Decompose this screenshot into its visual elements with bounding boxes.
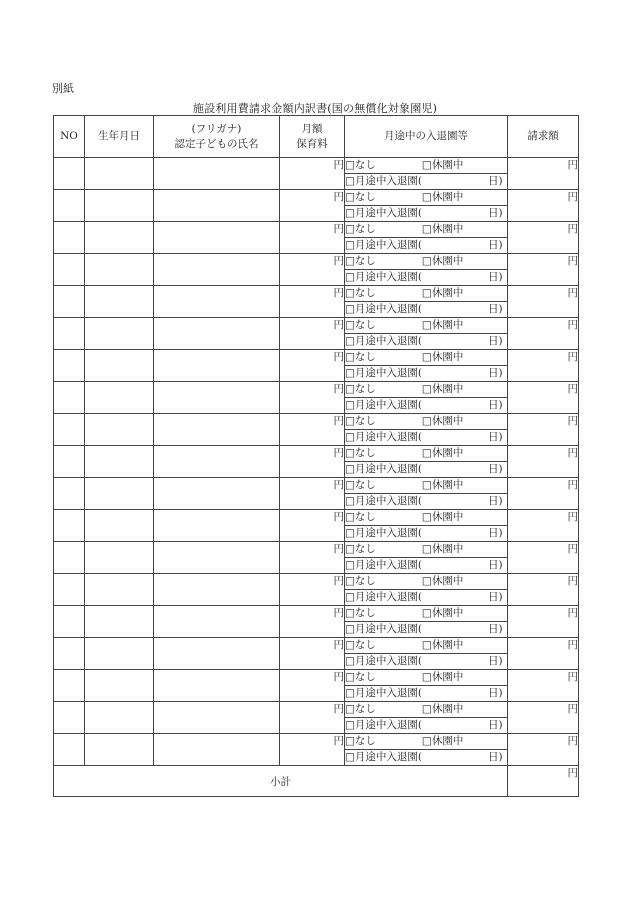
status-line-2 bbox=[345, 174, 508, 190]
monthly-fee-cell[interactable]: 円 bbox=[280, 158, 345, 190]
none-checkbox[interactable]: □なし bbox=[345, 319, 376, 331]
status-line-2 bbox=[345, 398, 508, 414]
leave-checkbox[interactable]: □休園中 bbox=[421, 671, 464, 683]
status-line-1 bbox=[345, 478, 508, 494]
no-cell[interactable] bbox=[54, 606, 85, 638]
none-checkbox[interactable]: □なし bbox=[345, 543, 376, 555]
header-monthly: 月額 bbox=[301, 122, 323, 135]
midmonth-checkbox[interactable]: □月途中入退園( bbox=[345, 175, 423, 187]
birth-date-cell[interactable] bbox=[85, 542, 154, 574]
status-line-2 bbox=[345, 238, 508, 254]
status-line-2 bbox=[345, 366, 508, 382]
no-cell[interactable] bbox=[54, 574, 85, 606]
billed-amount-cell[interactable]: 円 bbox=[508, 702, 579, 734]
status-line-1 bbox=[345, 318, 508, 334]
monthly-fee-cell[interactable]: 円 bbox=[280, 670, 345, 702]
monthly-fee-cell[interactable]: 円 bbox=[280, 542, 345, 574]
billed-amount-cell[interactable]: 円 bbox=[508, 638, 579, 670]
child-name-cell[interactable] bbox=[154, 350, 280, 382]
table-row bbox=[54, 414, 579, 430]
no-cell[interactable] bbox=[54, 670, 85, 702]
status-line-2 bbox=[345, 622, 508, 638]
no-cell[interactable] bbox=[54, 702, 85, 734]
none-checkbox[interactable]: □なし bbox=[345, 351, 376, 363]
leave-checkbox[interactable]: □休園中 bbox=[421, 287, 464, 299]
child-name-cell[interactable] bbox=[154, 478, 280, 510]
table-row bbox=[54, 478, 579, 494]
billed-amount-cell[interactable]: 円 bbox=[508, 286, 579, 318]
leave-checkbox[interactable]: □休園中 bbox=[421, 191, 464, 203]
status-line-2 bbox=[345, 206, 508, 222]
status-line-1 bbox=[345, 350, 508, 366]
day-suffix: 日) bbox=[488, 623, 503, 635]
header-billed-amount: 請求額 bbox=[508, 116, 579, 158]
leave-checkbox[interactable]: □休園中 bbox=[421, 543, 464, 555]
attachment-label: 別紙 bbox=[52, 82, 74, 95]
child-name-cell[interactable] bbox=[154, 670, 280, 702]
birth-date-cell[interactable] bbox=[85, 382, 154, 414]
child-name-cell[interactable] bbox=[154, 382, 280, 414]
birth-date-cell[interactable] bbox=[85, 638, 154, 670]
subtotal-label: 小計 bbox=[54, 766, 508, 797]
midmonth-checkbox[interactable]: □月途中入退園( bbox=[345, 335, 423, 347]
billed-amount-cell[interactable]: 円 bbox=[508, 350, 579, 382]
child-name-cell[interactable] bbox=[154, 702, 280, 734]
status-line-1 bbox=[345, 190, 508, 206]
subtotal-amount-cell[interactable]: 円 bbox=[508, 766, 579, 797]
no-cell[interactable] bbox=[54, 254, 85, 286]
midmonth-checkbox[interactable]: □月途中入退園( bbox=[345, 239, 423, 251]
child-name-cell[interactable] bbox=[154, 254, 280, 286]
monthly-fee-cell[interactable]: 円 bbox=[280, 318, 345, 350]
day-suffix: 日) bbox=[488, 207, 503, 219]
child-name-cell[interactable] bbox=[154, 190, 280, 222]
table-row bbox=[54, 254, 579, 270]
midmonth-checkbox[interactable]: □月途中入退園( bbox=[345, 207, 423, 219]
leave-checkbox[interactable]: □休園中 bbox=[421, 223, 464, 235]
birth-date-cell[interactable] bbox=[85, 222, 154, 254]
status-line-1 bbox=[345, 414, 508, 430]
table-row bbox=[54, 286, 579, 302]
status-line-1 bbox=[345, 574, 508, 590]
none-checkbox[interactable]: □なし bbox=[345, 479, 376, 491]
billed-amount-cell[interactable]: 円 bbox=[508, 190, 579, 222]
midmonth-checkbox[interactable]: □月途中入退園( bbox=[345, 271, 423, 283]
midmonth-checkbox[interactable]: □月途中入退園( bbox=[345, 495, 423, 507]
leave-checkbox[interactable]: □休園中 bbox=[421, 159, 464, 171]
status-line-1 bbox=[345, 638, 508, 654]
no-cell[interactable] bbox=[54, 158, 85, 190]
leave-checkbox[interactable]: □休園中 bbox=[421, 575, 464, 587]
table-row bbox=[54, 574, 579, 590]
table-row bbox=[54, 190, 579, 206]
child-name-cell[interactable] bbox=[154, 574, 280, 606]
day-suffix: 日) bbox=[488, 719, 503, 731]
none-checkbox[interactable]: □なし bbox=[345, 383, 376, 395]
day-suffix: 日) bbox=[488, 367, 503, 379]
no-cell[interactable] bbox=[54, 222, 85, 254]
child-name-cell[interactable] bbox=[154, 446, 280, 478]
table-row bbox=[54, 734, 579, 750]
midmonth-checkbox[interactable]: □月途中入退園( bbox=[345, 431, 423, 443]
day-suffix: 日) bbox=[488, 463, 503, 475]
monthly-fee-cell[interactable]: 円 bbox=[280, 350, 345, 382]
none-checkbox[interactable]: □なし bbox=[345, 607, 376, 619]
none-checkbox[interactable]: □なし bbox=[345, 159, 376, 171]
child-name-cell[interactable] bbox=[154, 286, 280, 318]
day-suffix: 日) bbox=[488, 687, 503, 699]
no-cell[interactable] bbox=[54, 350, 85, 382]
table-row bbox=[54, 446, 579, 462]
billed-amount-cell[interactable]: 円 bbox=[508, 318, 579, 350]
none-checkbox[interactable]: □なし bbox=[345, 575, 376, 587]
child-name-cell[interactable] bbox=[154, 734, 280, 766]
header-certified-child-name: 認定子どもの氏名 bbox=[174, 137, 259, 150]
midmonth-checkbox[interactable]: □月途中入退園( bbox=[345, 719, 423, 731]
status-line-2 bbox=[345, 558, 508, 574]
monthly-fee-cell[interactable]: 円 bbox=[280, 510, 345, 542]
table-row bbox=[54, 222, 579, 238]
birth-date-cell[interactable] bbox=[85, 734, 154, 766]
birth-date-cell[interactable] bbox=[85, 670, 154, 702]
header-furigana: (フリガナ) bbox=[191, 122, 242, 135]
monthly-fee-cell[interactable]: 円 bbox=[280, 606, 345, 638]
table-header-row bbox=[54, 116, 579, 158]
leave-checkbox[interactable]: □休園中 bbox=[421, 735, 464, 747]
none-checkbox[interactable]: □なし bbox=[345, 223, 376, 235]
table-row bbox=[54, 350, 579, 366]
billed-amount-cell[interactable]: 円 bbox=[508, 158, 579, 190]
none-checkbox[interactable]: □なし bbox=[345, 447, 376, 459]
status-line-2 bbox=[345, 302, 508, 318]
leave-checkbox[interactable]: □休園中 bbox=[421, 319, 464, 331]
header-monthly-fee bbox=[280, 116, 345, 158]
none-checkbox[interactable]: □なし bbox=[345, 191, 376, 203]
billed-amount-cell[interactable]: 円 bbox=[508, 478, 579, 510]
midmonth-checkbox[interactable]: □月途中入退園( bbox=[345, 399, 423, 411]
status-line-2 bbox=[345, 430, 508, 446]
none-checkbox[interactable]: □なし bbox=[345, 671, 376, 683]
child-name-cell[interactable] bbox=[154, 542, 280, 574]
birth-date-cell[interactable] bbox=[85, 574, 154, 606]
leave-checkbox[interactable]: □休園中 bbox=[421, 479, 464, 491]
table-row bbox=[54, 638, 579, 654]
billed-amount-cell[interactable]: 円 bbox=[508, 606, 579, 638]
birth-date-cell[interactable] bbox=[85, 286, 154, 318]
table-row bbox=[54, 510, 579, 526]
status-line-2 bbox=[345, 462, 508, 478]
status-line-2 bbox=[345, 334, 508, 350]
header-child-name bbox=[154, 116, 280, 158]
monthly-fee-cell[interactable]: 円 bbox=[280, 254, 345, 286]
birth-date-cell[interactable] bbox=[85, 158, 154, 190]
leave-checkbox[interactable]: □休園中 bbox=[421, 607, 464, 619]
status-line-1 bbox=[345, 382, 508, 398]
leave-checkbox[interactable]: □休園中 bbox=[421, 415, 464, 427]
header-childcare-fee: 保育料 bbox=[296, 137, 328, 150]
status-line-2 bbox=[345, 494, 508, 510]
day-suffix: 日) bbox=[488, 335, 503, 347]
child-name-cell[interactable] bbox=[154, 414, 280, 446]
no-cell[interactable] bbox=[54, 734, 85, 766]
midmonth-checkbox[interactable]: □月途中入退園( bbox=[345, 559, 423, 571]
none-checkbox[interactable]: □なし bbox=[345, 703, 376, 715]
midmonth-checkbox[interactable]: □月途中入退園( bbox=[345, 527, 423, 539]
no-cell[interactable] bbox=[54, 318, 85, 350]
no-cell[interactable] bbox=[54, 446, 85, 478]
midmonth-checkbox[interactable]: □月途中入退園( bbox=[345, 303, 423, 315]
day-suffix: 日) bbox=[488, 399, 503, 411]
status-line-2 bbox=[345, 750, 508, 766]
table-row bbox=[54, 382, 579, 398]
table-row bbox=[54, 702, 579, 718]
table-row bbox=[54, 670, 579, 686]
leave-checkbox[interactable]: □休園中 bbox=[421, 639, 464, 651]
birth-date-cell[interactable] bbox=[85, 318, 154, 350]
leave-checkbox[interactable]: □休園中 bbox=[421, 255, 464, 267]
midmonth-checkbox[interactable]: □月途中入退園( bbox=[345, 367, 423, 379]
none-checkbox[interactable]: □なし bbox=[345, 511, 376, 523]
billed-amount-cell[interactable]: 円 bbox=[508, 222, 579, 254]
birth-date-cell[interactable] bbox=[85, 414, 154, 446]
day-suffix: 日) bbox=[488, 175, 503, 187]
day-suffix: 日) bbox=[488, 527, 503, 539]
day-suffix: 日) bbox=[488, 431, 503, 443]
table-row bbox=[54, 542, 579, 558]
day-suffix: 日) bbox=[488, 495, 503, 507]
status-line-2 bbox=[345, 654, 508, 670]
monthly-fee-cell[interactable]: 円 bbox=[280, 446, 345, 478]
status-line-1 bbox=[345, 222, 508, 238]
monthly-fee-cell[interactable]: 円 bbox=[280, 638, 345, 670]
leave-checkbox[interactable]: □休園中 bbox=[421, 447, 464, 459]
none-checkbox[interactable]: □なし bbox=[345, 287, 376, 299]
day-suffix: 日) bbox=[488, 559, 503, 571]
monthly-fee-cell[interactable]: 円 bbox=[280, 702, 345, 734]
none-checkbox[interactable]: □なし bbox=[345, 255, 376, 267]
leave-checkbox[interactable]: □休園中 bbox=[421, 511, 464, 523]
header-no: NO bbox=[54, 116, 85, 158]
status-line-1 bbox=[345, 734, 508, 750]
billed-amount-cell[interactable]: 円 bbox=[508, 254, 579, 286]
child-name-cell[interactable] bbox=[154, 638, 280, 670]
no-cell[interactable] bbox=[54, 478, 85, 510]
child-name-cell[interactable] bbox=[154, 606, 280, 638]
none-checkbox[interactable]: □なし bbox=[345, 639, 376, 651]
monthly-fee-cell[interactable]: 円 bbox=[280, 286, 345, 318]
child-name-cell[interactable] bbox=[154, 318, 280, 350]
none-checkbox[interactable]: □なし bbox=[345, 735, 376, 747]
header-entry-exit-status: 月途中の入退園等 bbox=[345, 116, 508, 158]
monthly-fee-cell[interactable]: 円 bbox=[280, 190, 345, 222]
subtotal-row bbox=[54, 766, 579, 797]
status-line-1 bbox=[345, 158, 508, 174]
no-cell[interactable] bbox=[54, 414, 85, 446]
birth-date-cell[interactable] bbox=[85, 478, 154, 510]
day-suffix: 日) bbox=[488, 271, 503, 283]
billed-amount-cell[interactable]: 円 bbox=[508, 510, 579, 542]
day-suffix: 日) bbox=[488, 751, 503, 763]
monthly-fee-cell[interactable]: 円 bbox=[280, 222, 345, 254]
billed-amount-cell[interactable]: 円 bbox=[508, 382, 579, 414]
birth-date-cell[interactable] bbox=[85, 702, 154, 734]
day-suffix: 日) bbox=[488, 591, 503, 603]
status-line-2 bbox=[345, 270, 508, 286]
status-line-1 bbox=[345, 286, 508, 302]
no-cell[interactable] bbox=[54, 382, 85, 414]
status-line-1 bbox=[345, 542, 508, 558]
day-suffix: 日) bbox=[488, 655, 503, 667]
status-line-1 bbox=[345, 606, 508, 622]
midmonth-checkbox[interactable]: □月途中入退園( bbox=[345, 751, 423, 763]
birth-date-cell[interactable] bbox=[85, 510, 154, 542]
midmonth-checkbox[interactable]: □月途中入退園( bbox=[345, 623, 423, 635]
table-row bbox=[54, 158, 579, 174]
status-line-1 bbox=[345, 446, 508, 462]
birth-date-cell[interactable] bbox=[85, 446, 154, 478]
header-birth-date: 生年月日 bbox=[85, 116, 154, 158]
monthly-fee-cell[interactable]: 円 bbox=[280, 734, 345, 766]
birth-date-cell[interactable] bbox=[85, 190, 154, 222]
table-row bbox=[54, 606, 579, 622]
day-suffix: 日) bbox=[488, 239, 503, 251]
billed-amount-cell[interactable]: 円 bbox=[508, 542, 579, 574]
no-cell[interactable] bbox=[54, 542, 85, 574]
no-cell[interactable] bbox=[54, 510, 85, 542]
midmonth-checkbox[interactable]: □月途中入退園( bbox=[345, 687, 423, 699]
monthly-fee-cell[interactable]: 円 bbox=[280, 478, 345, 510]
midmonth-checkbox[interactable]: □月途中入退園( bbox=[345, 463, 423, 475]
no-cell[interactable] bbox=[54, 638, 85, 670]
status-line-2 bbox=[345, 590, 508, 606]
billed-amount-cell[interactable]: 円 bbox=[508, 446, 579, 478]
status-line-2 bbox=[345, 718, 508, 734]
birth-date-cell[interactable] bbox=[85, 254, 154, 286]
leave-checkbox[interactable]: □休園中 bbox=[421, 351, 464, 363]
no-cell[interactable] bbox=[54, 190, 85, 222]
status-line-1 bbox=[345, 702, 508, 718]
billed-amount-cell[interactable]: 円 bbox=[508, 734, 579, 766]
billed-amount-cell[interactable]: 円 bbox=[508, 574, 579, 606]
monthly-fee-cell[interactable]: 円 bbox=[280, 574, 345, 606]
none-checkbox[interactable]: □なし bbox=[345, 415, 376, 427]
day-suffix: 日) bbox=[488, 303, 503, 315]
leave-checkbox[interactable]: □休園中 bbox=[421, 703, 464, 715]
status-line-2 bbox=[345, 526, 508, 542]
billed-amount-cell[interactable]: 円 bbox=[508, 414, 579, 446]
child-name-cell[interactable] bbox=[154, 222, 280, 254]
monthly-fee-cell[interactable]: 円 bbox=[280, 382, 345, 414]
midmonth-checkbox[interactable]: □月途中入退園( bbox=[345, 655, 423, 667]
status-line-2 bbox=[345, 686, 508, 702]
billed-amount-cell[interactable]: 円 bbox=[508, 670, 579, 702]
table-row bbox=[54, 318, 579, 334]
midmonth-checkbox[interactable]: □月途中入退園( bbox=[345, 591, 423, 603]
status-line-1 bbox=[345, 510, 508, 526]
monthly-fee-cell[interactable]: 円 bbox=[280, 414, 345, 446]
document-title: 施設利用費請求金額内訳書(国の無償化対象園児) bbox=[192, 102, 438, 115]
status-line-1 bbox=[345, 670, 508, 686]
birth-date-cell[interactable] bbox=[85, 350, 154, 382]
status-line-1 bbox=[345, 254, 508, 270]
child-name-cell[interactable] bbox=[154, 510, 280, 542]
no-cell[interactable] bbox=[54, 286, 85, 318]
leave-checkbox[interactable]: □休園中 bbox=[421, 383, 464, 395]
child-name-cell[interactable] bbox=[154, 158, 280, 190]
birth-date-cell[interactable] bbox=[85, 606, 154, 638]
billing-breakdown-table bbox=[53, 115, 579, 797]
